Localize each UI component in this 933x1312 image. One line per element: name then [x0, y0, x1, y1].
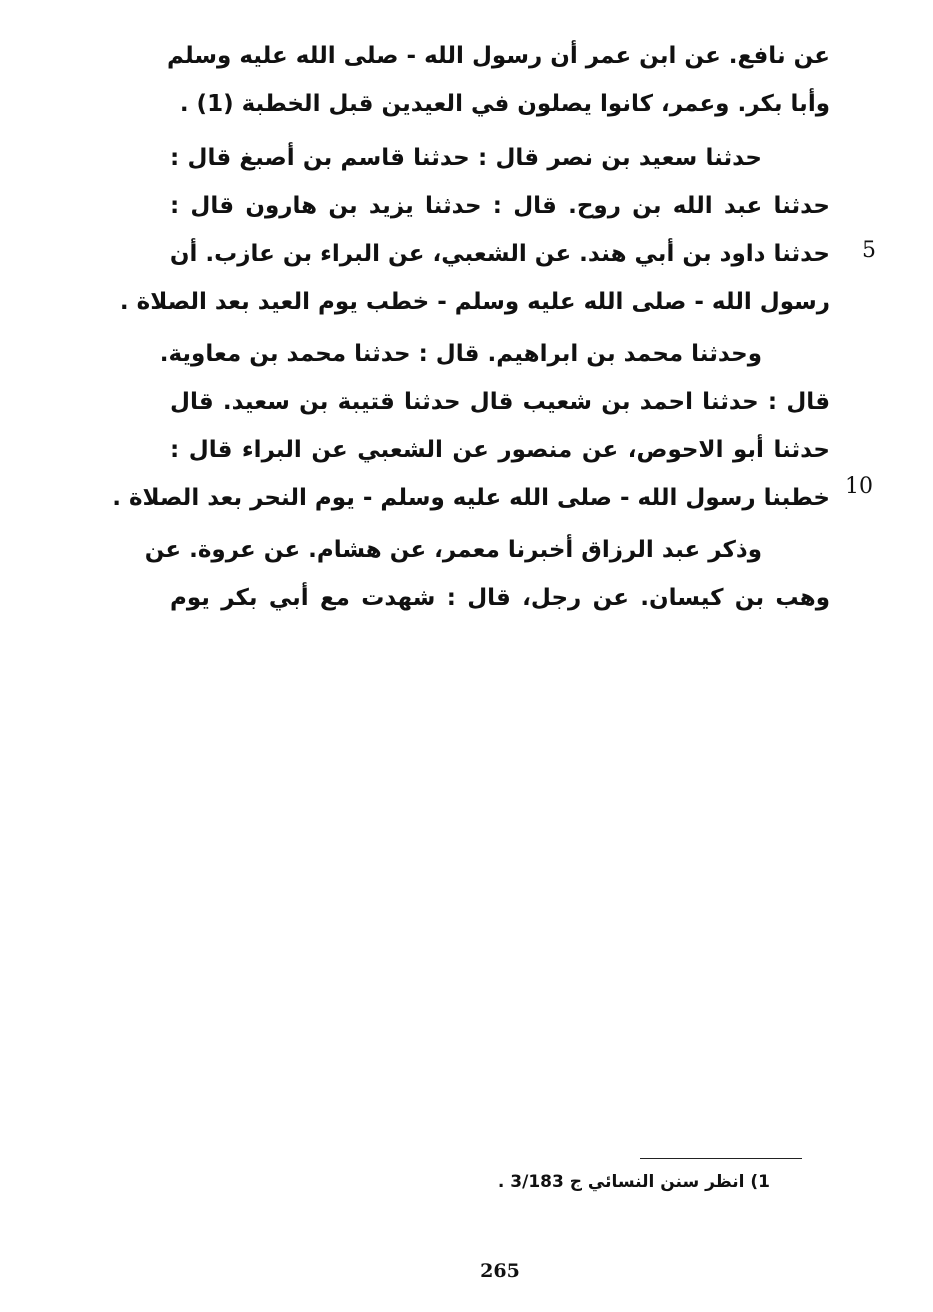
- line-number-10: 10: [845, 474, 873, 499]
- text-line: وذكر عبد الرزاق أخبرنا معمر، عن هشام. عن عروة. عن: [144, 537, 762, 563]
- text-line: حدثنا داود بن أبي هند. عن الشعبي، عن البراء بن عازب. أن: [169, 241, 830, 267]
- paragraph-1: [166, 32, 830, 128]
- text-line: خطبنا رسول الله - صلى الله عليه وسلم - يوم النحر بعد الصلاة .: [112, 485, 830, 511]
- footnote-divider: [640, 1158, 802, 1159]
- paragraph-3: [112, 330, 830, 522]
- text-line: حدثنا سعيد بن نصر قال : حدثنا قاسم بن أصبغ قال :: [170, 145, 762, 171]
- text-line: حدثنا أبو الاحوص، عن منصور عن الشعبي عن البراء قال :: [170, 437, 830, 463]
- text-line: حدثنا عبد الله بن روح. قال : حدثنا يزيد بن هارون قال :: [170, 193, 830, 219]
- text-line: وحدثنا محمد بن ابراهيم. قال : حدثنا محمد بن معاوية.: [159, 341, 762, 367]
- line-number-5: 5: [862, 238, 876, 263]
- text-line: وهب بن كيسان. عن رجل، قال : شهدت مع أبي بكر يوم: [170, 585, 830, 611]
- paragraph-4: [144, 526, 830, 622]
- text-line: رسول الله - صلى الله عليه وسلم - خطب يوم العيد بعد الصلاة .: [119, 289, 830, 315]
- text-line: وأبا بكر. وعمر، كانوا يصلون في العيدين قبل الخطبة (1) .: [179, 91, 830, 117]
- text-line: عن نافع. عن ابن عمر أن رسول الله - صلى الله عليه وسلم: [166, 43, 830, 69]
- text-line: قال : حدثنا احمد بن شعيب قال حدثنا قتيبة بن سعيد. قال: [170, 389, 830, 415]
- page-number: 265: [480, 1260, 520, 1282]
- paragraph-2: [119, 134, 830, 326]
- footnote: 1) انظر سنن النسائي ج 3/183 .: [497, 1172, 770, 1192]
